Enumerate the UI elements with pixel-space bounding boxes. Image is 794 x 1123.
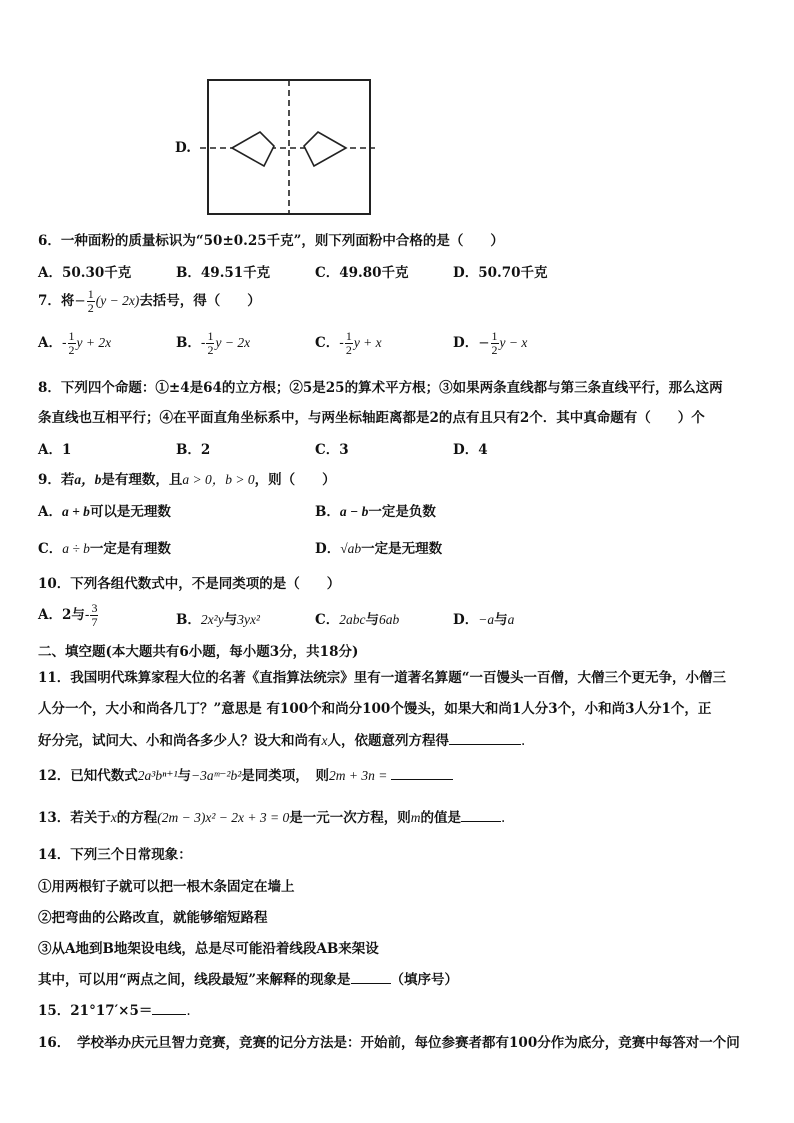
q6-option-c: C．49.80千克 xyxy=(315,265,409,281)
q8-option-a: A．1 xyxy=(38,442,72,458)
q14-item-2: ②把弯曲的公路改直，就能够缩短路程 xyxy=(38,910,268,926)
q7-expr: (y − 2x) xyxy=(95,293,140,308)
q7-fraction xyxy=(87,288,95,315)
q9-option-b: B．a − b一定是负数 xyxy=(315,504,436,520)
q9-option-d: D．√ab一定是无理数 xyxy=(315,541,443,557)
q13-answer-blank[interactable] xyxy=(461,821,501,822)
q8-option-c: C．3 xyxy=(315,442,349,458)
q7-stem-pre: 7．将 xyxy=(38,293,75,309)
q10-option-b: B．2x²y与3yx² xyxy=(176,612,260,628)
q8-option-d: D．4 xyxy=(453,442,488,458)
q7-stem xyxy=(38,288,261,315)
q7-stem-post: 去括号，得（ ） xyxy=(139,293,261,309)
q10-stem: 10．下列各组代数式中，不是同类项的是（ ） xyxy=(38,576,341,592)
q15: 15．21°17′×5＝ . xyxy=(38,1003,191,1019)
q6-stem: 6．一种面粉的质量标识为“50±0.25千克”，则下列面粉中合格的是（ ） xyxy=(38,233,504,249)
q7-frac-num: 1 xyxy=(87,287,94,301)
q11-answer-blank[interactable] xyxy=(449,744,521,745)
q6-option-d: D．50.70千克 xyxy=(453,265,548,281)
q7-option-a: A．- $\frac{1}{2}$ y + 2x xyxy=(38,329,112,357)
q8-line2: 条直线也互相平行；④在平面直角坐标系中，与两坐标轴距离都是2的点有且只有2个．其中真命题有（ ）个 xyxy=(38,410,705,426)
q10-option-a: A．2与- $\frac{3}{7}$ xyxy=(38,601,98,629)
q12: 12．已知代数式2a³bⁿ⁺¹与−3aᵐ⁻²b²是同类项， 则2m + 3n = xyxy=(38,764,453,784)
q7-option-d: D．− $\frac{1}{2}$ y − x xyxy=(453,329,528,357)
q11-line3: 好分完，试问大、小和尚各多少人？设大和尚有x人，依题意列方程得 . xyxy=(38,733,526,749)
figure-d-label: D. xyxy=(175,140,191,156)
q7-minus: − xyxy=(74,293,86,309)
q16-line1: 16． 学校举办庆元旦智力竞赛，竞赛的记分方法是：开始前，每位参赛者都有100分作为底分，竞赛中每答对一个问 xyxy=(38,1035,740,1051)
q14-answer-blank[interactable] xyxy=(351,983,391,984)
q9-option-a: A．a + b可以是无理数 xyxy=(38,504,171,520)
q7-option-b: B．- $\frac{1}{2}$ y − 2x xyxy=(176,329,251,357)
q14-item-1: ①用两根钉子就可以把一根木条固定在墙上 xyxy=(38,879,295,895)
q11-line2: 人分一个，大小和尚各几丁？”意思是 有100个和尚分100个馒头，如果大和尚1人分3个，小和尚3人分1个，正 xyxy=(38,701,712,717)
q6-option-a: A．50.30千克 xyxy=(38,265,132,281)
q7-option-c: C．- $\frac{1}{2}$ y + x xyxy=(315,329,382,357)
q9-option-c: C．a ÷ b一定是有理数 xyxy=(38,541,171,557)
q15-answer-blank[interactable] xyxy=(152,1014,186,1015)
q8-option-b: B．2 xyxy=(176,442,211,458)
q14-conclusion: 其中，可以用“两点之间，线段最短”来解释的现象是 （填序号） xyxy=(38,972,459,988)
q13: 13．若关于x的方程(2m − 3)x² − 2x + 3 = 0是一元一次方程，则m的值是 . xyxy=(38,810,506,826)
q10-option-d: D．−a与a xyxy=(453,612,515,628)
section-2-heading: 二、填空题(本大题共有6小题，每小题3分，共18分) xyxy=(38,644,359,660)
q11-line1: 11．我国明代珠算家程大位的名著《直指算法统宗》里有一道著名算题“一百馒头一百僧，大僧三个更无争，小僧三 xyxy=(38,670,727,686)
q14-item-3: ③从A地到B地架设电线，总是尽可能沿着线段AB来架设 xyxy=(38,941,379,957)
q10-option-c: C．2abc与6ab xyxy=(315,612,400,628)
q14-stem: 14．下列三个日常现象： xyxy=(38,847,192,863)
q8-line1: 8．下列四个命题：①±4是64的立方根；②5是25的算术平方根；③如果两条直线都与第三条直线平行，那么这两 xyxy=(38,380,723,396)
q9-stem: 9．若a，b是有理数，且a > 0，b > 0，则（ ） xyxy=(38,472,336,488)
q7-frac-den: 2 xyxy=(87,301,94,315)
figure-d-diagram xyxy=(200,76,375,218)
q12-answer-blank[interactable] xyxy=(391,779,453,780)
q6-option-b: B．49.51千克 xyxy=(176,265,271,281)
